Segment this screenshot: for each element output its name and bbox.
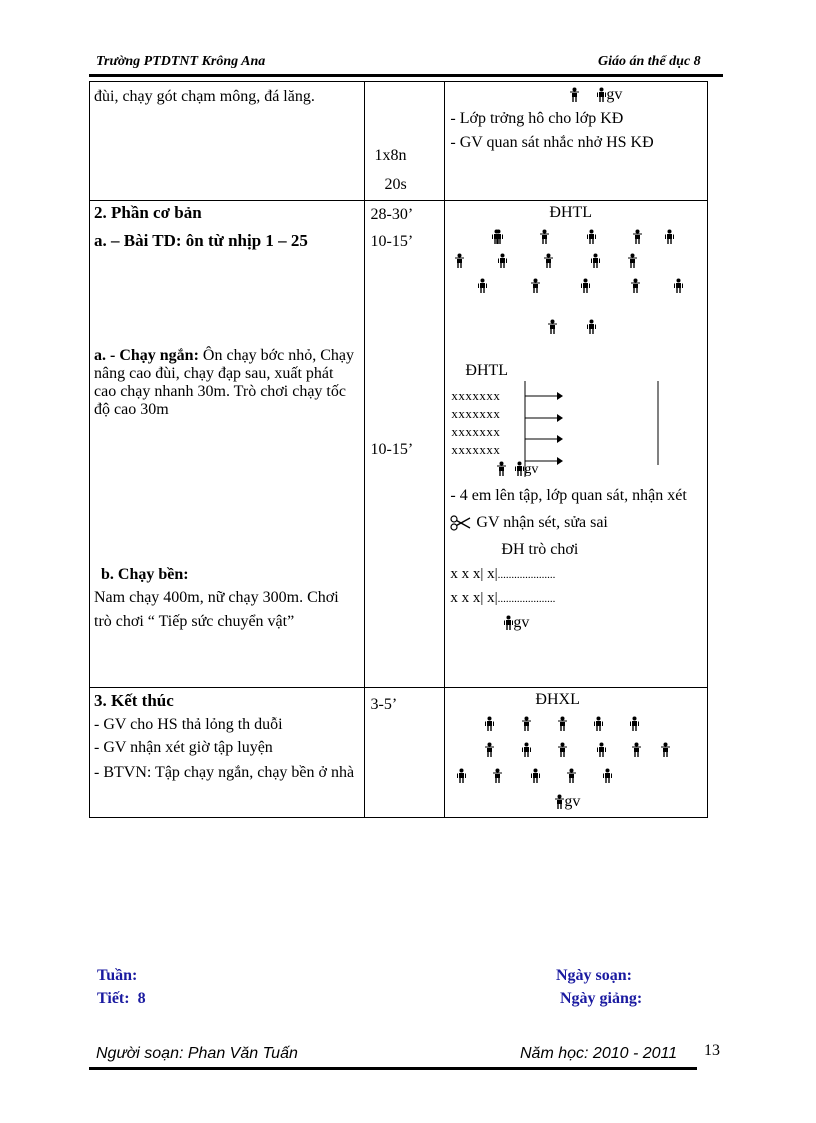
table-row-warmup bbox=[90, 82, 708, 201]
gv-label: gv bbox=[513, 614, 530, 631]
closing-time: 3-5’ bbox=[370, 696, 398, 713]
game-row-2 bbox=[450, 590, 555, 607]
person-icon bbox=[494, 229, 503, 245]
person-icon bbox=[632, 742, 641, 758]
person-icon bbox=[498, 253, 507, 269]
person-icon bbox=[485, 742, 494, 758]
time-exercise: 10-15’ bbox=[370, 233, 414, 250]
formation-label-2: ĐHTL bbox=[465, 362, 509, 379]
warmup-method-cell bbox=[445, 82, 708, 201]
closing-content-cell bbox=[90, 688, 365, 818]
endurance-title: b. Chạy bền: bbox=[101, 566, 189, 583]
person-icon bbox=[522, 716, 531, 732]
person-icon bbox=[531, 768, 540, 784]
sprint-teacher bbox=[497, 460, 538, 478]
closing-section-title: 3. Kết thúc bbox=[94, 691, 174, 710]
sprint-note-text-2: GV nhận sét, sửa sai bbox=[472, 514, 608, 531]
school-name: Trường PTDTNT Krông Ana bbox=[96, 54, 266, 69]
table-row-main bbox=[90, 201, 708, 688]
person-icon bbox=[548, 319, 557, 335]
table-row-closing bbox=[90, 688, 708, 818]
person-icon bbox=[674, 278, 683, 294]
person-icon bbox=[628, 253, 637, 269]
footer-rule bbox=[89, 1067, 697, 1070]
person-icon bbox=[633, 229, 642, 245]
closing-time-cell bbox=[364, 688, 445, 818]
person-icon bbox=[457, 768, 466, 784]
person-icon bbox=[544, 253, 553, 269]
person-icon bbox=[567, 768, 576, 784]
person-icon bbox=[455, 253, 464, 269]
warmup-content-cell bbox=[90, 82, 365, 201]
student-icon bbox=[570, 87, 579, 103]
person-icon bbox=[558, 716, 567, 732]
person-icon bbox=[587, 319, 596, 335]
teacher-position bbox=[570, 86, 622, 104]
person-icon bbox=[603, 768, 612, 784]
person-icon bbox=[631, 278, 640, 294]
person-icon bbox=[493, 768, 502, 784]
week-label: Tuần: bbox=[97, 967, 138, 984]
scissors-icon bbox=[450, 515, 472, 531]
game-row-dots: ..................... bbox=[497, 593, 556, 605]
lesson-table bbox=[89, 81, 708, 818]
page-number: 13 bbox=[704, 1042, 720, 1059]
sprint-note bbox=[450, 482, 705, 536]
game-row-dots: ..................... bbox=[497, 569, 556, 581]
main-content-cell bbox=[90, 201, 365, 688]
person-icon bbox=[661, 742, 670, 758]
endurance-text: Nam chạy 400m, nữ chạy 300m. Chơi trò chơi “ Tiếp sức chuyển vật” bbox=[94, 589, 339, 630]
person-icon bbox=[597, 742, 606, 758]
person-icon bbox=[558, 742, 567, 758]
main-time-cell bbox=[364, 201, 445, 688]
dosage-time: 20s bbox=[384, 176, 407, 193]
school-year: Năm học: 2010 - 2011 bbox=[520, 1045, 678, 1062]
person-icon bbox=[497, 461, 506, 477]
closing-line-2: - GV nhận xét giờ tập luyện bbox=[94, 739, 273, 756]
closing-line-1: - GV cho HS thả lỏng th duỗi bbox=[94, 716, 283, 733]
teach-date-label: Ngày giảng: bbox=[560, 990, 643, 1007]
exercise-title: a. – Bài TD: ôn từ nhịp 1 – 25 bbox=[94, 231, 308, 250]
person-icon bbox=[531, 278, 540, 294]
lesson-number bbox=[97, 990, 146, 1008]
person-icon bbox=[478, 278, 487, 294]
document-title: Giáo án thể dục 8 bbox=[598, 54, 701, 69]
main-section-title: 2. Phần cơ bản bbox=[94, 203, 202, 222]
closing-method-cell bbox=[445, 688, 708, 818]
gv-label: gv bbox=[524, 462, 539, 477]
header-rule bbox=[89, 74, 723, 77]
person-icon bbox=[594, 716, 603, 732]
lesson-label: Tiết: bbox=[97, 990, 130, 1007]
compose-date-label: Ngày soạn: bbox=[556, 967, 633, 984]
person-icon bbox=[591, 253, 600, 269]
person-icon bbox=[665, 229, 674, 245]
game-formation-title: ĐH trò chơi bbox=[501, 541, 579, 558]
gv-label: gv bbox=[564, 793, 581, 810]
warmup-content: đùi, chạy gót chạm mông, đá lăng. bbox=[94, 88, 315, 105]
method-line-1: - Lớp trởng hô cho lớp KĐ bbox=[450, 110, 624, 127]
person-icon bbox=[540, 229, 549, 245]
method-line-2: - GV quan sát nhắc nhở HS KĐ bbox=[450, 134, 654, 151]
warmup-dosage-cell bbox=[364, 82, 445, 201]
lesson-value: 8 bbox=[137, 990, 146, 1007]
sprint-lane-3: xxxxxxx bbox=[451, 424, 501, 439]
person-icon bbox=[587, 229, 596, 245]
person-icon bbox=[522, 742, 531, 758]
game-teacher bbox=[504, 614, 529, 632]
sprint-text: Ôn chạy bớc nhỏ, Chạy nâng cao đùi, chạy đạp sau, xuất phát cao chạy nhanh 30m. Trò chơi chạy tốc độ cao 30m bbox=[94, 347, 354, 418]
closing-line-3: - BTVN: Tập chạy ngắn, chạy bền ở nhà bbox=[94, 764, 355, 781]
sprint-lane-1: xxxxxxx bbox=[451, 388, 501, 403]
game-row-text: x x x| x| bbox=[450, 566, 498, 582]
person-icon bbox=[630, 716, 639, 732]
dosage-reps: 1x8n bbox=[374, 147, 407, 164]
sprint-block bbox=[94, 347, 356, 419]
author: Người soạn: Phan Văn Tuấn bbox=[96, 1045, 298, 1062]
sprint-note-text: - 4 em lên tập, lớp quan sát, nhận xét bbox=[450, 487, 687, 504]
gv-label: gv bbox=[606, 86, 623, 103]
person-icon bbox=[485, 716, 494, 732]
game-row-text: x x x| x| bbox=[450, 590, 498, 606]
main-method-cell bbox=[445, 201, 708, 688]
formation-label-1: ĐHTL bbox=[549, 204, 593, 221]
sprint-title: a. - Chạy ngắn: bbox=[94, 347, 199, 364]
person-icon bbox=[581, 278, 590, 294]
time-sprint: 10-15’ bbox=[370, 441, 414, 458]
game-row-1 bbox=[450, 566, 555, 583]
closing-teacher bbox=[555, 793, 580, 811]
closing-formation-label: ĐHXL bbox=[535, 691, 580, 708]
sprint-lane-4: xxxxxxx bbox=[451, 442, 501, 457]
sprint-lane-2: xxxxxxx bbox=[451, 406, 501, 421]
time-total: 28-30’ bbox=[370, 206, 414, 223]
